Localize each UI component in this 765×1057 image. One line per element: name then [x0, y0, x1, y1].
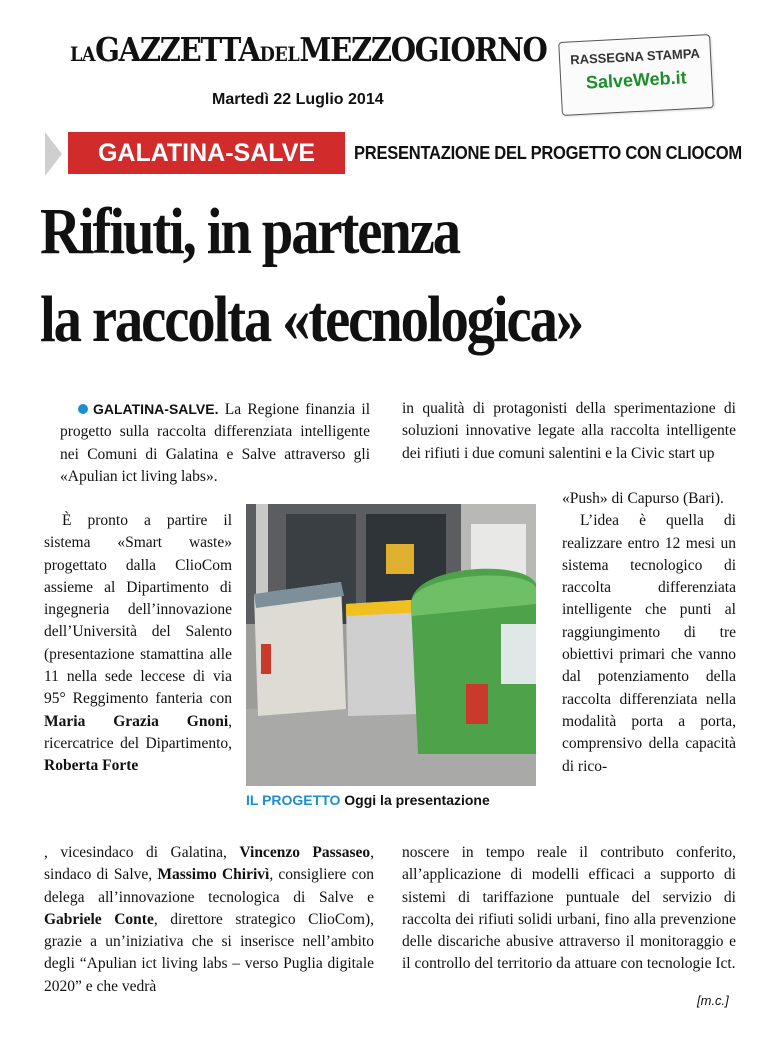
author-signature: [m.c.]	[697, 993, 729, 1008]
bullet-dot-icon	[78, 404, 88, 414]
body-text-3: , vicesindaco di Galatina,	[44, 844, 227, 861]
caption-label: IL PROGETTO	[246, 792, 341, 808]
person-name: Gabriele Conte	[44, 910, 154, 928]
masthead-part-la: LA	[70, 42, 96, 66]
article-col2-top	[402, 398, 736, 465]
waste-bins-photo	[246, 504, 536, 786]
article-col2-bottom	[402, 842, 736, 976]
body-text-4: , sindaco di Salve,	[44, 844, 374, 884]
headline-line-2: la raccolta «tecnologica»	[40, 283, 583, 356]
newspaper-masthead	[70, 30, 546, 69]
person-name: Roberta Forte	[44, 757, 139, 775]
article-intro	[60, 398, 370, 488]
body-text-5: , consigliere con delega all’innovazione tecnologica di Salve e	[44, 866, 375, 906]
article-photo	[246, 504, 536, 786]
article-headline	[40, 188, 659, 364]
body-text-9: L’idea è quella di realizzare entro 12 mesi un sistema tecnologico di raccolta differenziata intelligente che punti al raggiungimento di tre obiettivi primari che vanno dal potenziamento della raccolta differenziata nella modalità porta a porta, comprensivo della capacità di rico-	[562, 512, 736, 775]
body-text-6: , direttore strategico ClioCom), grazie a un’iniziativa che si inserisce nell’ambito degli “Apulian ict living labs – verso Puglia digitale 2020” e che vedrà	[44, 910, 374, 995]
publication-date: Martedì 22 Luglio 2014	[212, 91, 384, 108]
body-text-1: È pronto a partire il sistema «Smart waste» progettato dalla ClioCom assieme al Dipartimento di ingegneria dell’innovazione dell’Università del Salento (presentazione stamattina alle 11 nella sede leccese di via 95° Reggimento fanteria con	[44, 512, 232, 708]
article-col2-narrow	[562, 488, 736, 778]
headline-line-1: Rifiuti, in partenza	[40, 195, 459, 268]
press-review-stamp	[558, 34, 714, 116]
article-body-left	[44, 510, 232, 778]
photo-caption	[246, 792, 538, 808]
stamp-title: RASSEGNA STAMPA	[569, 45, 701, 68]
dateline-place: GALATINA-SALVE.	[93, 401, 219, 417]
masthead-part-del: DEL	[259, 42, 300, 66]
masthead-part-gazzetta: GAZZETTA	[95, 30, 260, 69]
body-text-10: noscere in tempo reale il contributo conferito, all’applicazione di modelli efficaci a supporto di sistemi di tariffazione puntuale del servizio di raccolta dei rifiuti solidi urbani, fino alla prevenzione delle discariche abusive attraverso il monitoraggio e il controllo del territorio da attuare con tecnologie Ict.	[402, 844, 736, 973]
person-name: Maria Grazia Gnoni	[44, 712, 229, 730]
caption-text: Oggi la presentazione	[344, 792, 490, 808]
body-text-8: «Push» di Capurso (Bari).	[562, 490, 724, 507]
kicker-label: GALATINA-SALVE	[68, 132, 345, 174]
intro-text: La Regione finanzia il progetto sulla raccolta differenziata intelligente nei Comuni di Galatina e Salve attraverso gli «Apulian ict living labs».	[60, 401, 371, 485]
stamp-site: SalveWeb.it	[585, 67, 688, 93]
person-name: Vincenzo Passaseo	[239, 844, 371, 861]
body-text-2: , ricercatrice del Dipartimento,	[44, 712, 232, 752]
person-name: Massimo Chirivì	[157, 866, 270, 884]
article-body-bottom-left	[44, 842, 374, 998]
kicker-arrow-icon	[45, 132, 62, 176]
kicker-subtitle: PRESENTAZIONE DEL PROGETTO CON CLIOCOM	[354, 143, 742, 163]
masthead-part-mezzogiorno: MEZZOGIORNO	[299, 30, 547, 69]
body-text-7: in qualità di protagonisti della sperimentazione di soluzioni innovative legate alla raccolta intelligente dei rifiuti i due comuni salentini e la Civic start up	[402, 400, 736, 462]
